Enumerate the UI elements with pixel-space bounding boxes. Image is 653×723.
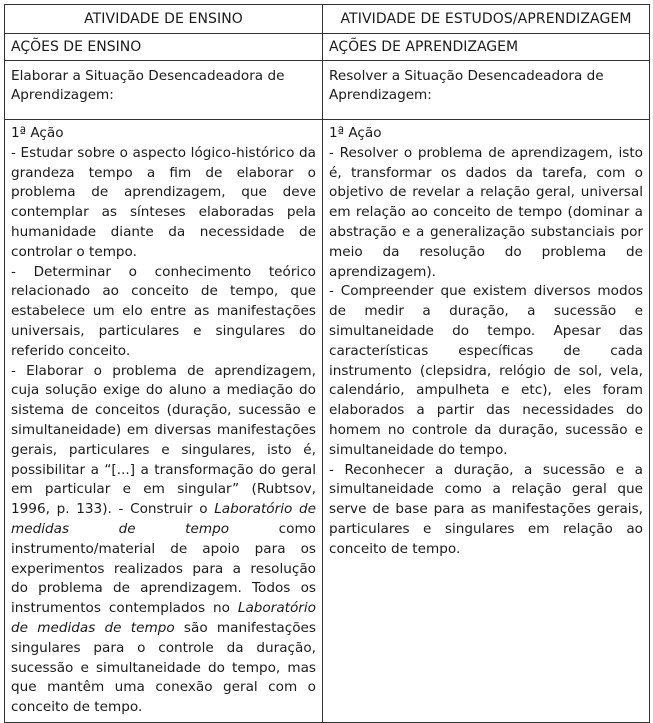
lab-title-1: Laboratório de medidas de tempo xyxy=(11,501,316,537)
action-teaching-item-2: - Determinar o conhecimento teórico relacionado ao conceito de tempo, que estabelece um elo entre as manifestações universais, particulares e singulares do referido conceito. xyxy=(11,263,316,359)
action-learning-title: 1ª Ação xyxy=(329,125,382,141)
action-teaching-item-3c: como instrumento/material de apoio para os experimentos realizados para a resolução do problema de aprendizagem. Todos os instrumentos contemplados no xyxy=(11,520,316,617)
situation-learning: Resolver a Situação Desencadeadora de Aprendizagem: xyxy=(323,61,650,120)
action-row xyxy=(5,120,650,723)
action-teaching-item-3a: - Elaborar o problema de aprendizagem, cuja solução exige do aluno a mediação do sistema de conceitos (duração, sucessão e simultaneidade) em diversas manifestações gerais, particulares e singulares, isto é, possibilitar a “[...] a transformação do geral em particular e em singular” (Rubtsov, 1996, p. 133). - Construir o xyxy=(11,362,316,518)
action-teaching-item-3 xyxy=(11,362,316,718)
subheader-learning-actions: AÇÕES DE APRENDIZAGEM xyxy=(323,34,650,61)
action-teaching-cell xyxy=(5,120,323,723)
action-teaching-item-1: - Estudar sobre o aspecto lógico-histórico da grandeza tempo a fim de elaborar o problema de aprendizagem, que deve contemplar as sínteses elaboradas pela humanidade diante da necessidade de controlar o tempo. xyxy=(11,144,316,260)
activities-table xyxy=(4,4,650,723)
header-learning: ATIVIDADE DE ESTUDOS/APRENDIZAGEM xyxy=(323,5,650,34)
header-teaching: ATIVIDADE DE ENSINO xyxy=(5,5,323,34)
action-learning-item-1: - Resolver o problema de aprendizagem, isto é, transformar os dados da tarefa, com o objetivo de revelar a relação geral, universal em relação ao conceito de tempo (dominar a abstração e a generalização substanciais por meio da resolução do problema de aprendizagem). xyxy=(329,144,643,280)
subheader-teaching-actions: AÇÕES DE ENSINO xyxy=(5,34,323,61)
action-learning-item-3: - Reconhecer a duração, a sucessão e a simultaneidade como a relação geral que serve de base para as manifestações gerais, particulares e singulares em relação ao conceito de tempo. xyxy=(329,461,643,557)
action-teaching-title: 1ª Ação xyxy=(11,125,64,141)
subheader-row xyxy=(5,34,650,61)
situation-teaching: Elaborar a Situação Desencadeadora de Aprendizagem: xyxy=(5,61,323,120)
action-learning-item-2: - Compreender que existem diversos modos de medir a duração, a sucessão e simultaneidade do tempo. Apesar das características específicas de cada instrumento (clepsidra, relógio de sol, vela, calendário, ampulheta e etc), eles foram elaborados a partir das necessidades do homem no controle da duração, sucessão e simultaneidade do tempo. xyxy=(329,283,643,458)
action-teaching-item-3e: são manifestações singulares para o controle da duração, sucessão e simultaneidade do tempo, mas que mantêm uma conexão geral com o conceito de tempo. xyxy=(11,619,316,716)
header-row xyxy=(5,5,650,34)
action-learning-cell xyxy=(323,120,650,723)
lab-title-2: Laboratório de medidas de tempo xyxy=(11,600,316,636)
situation-row xyxy=(5,61,650,120)
